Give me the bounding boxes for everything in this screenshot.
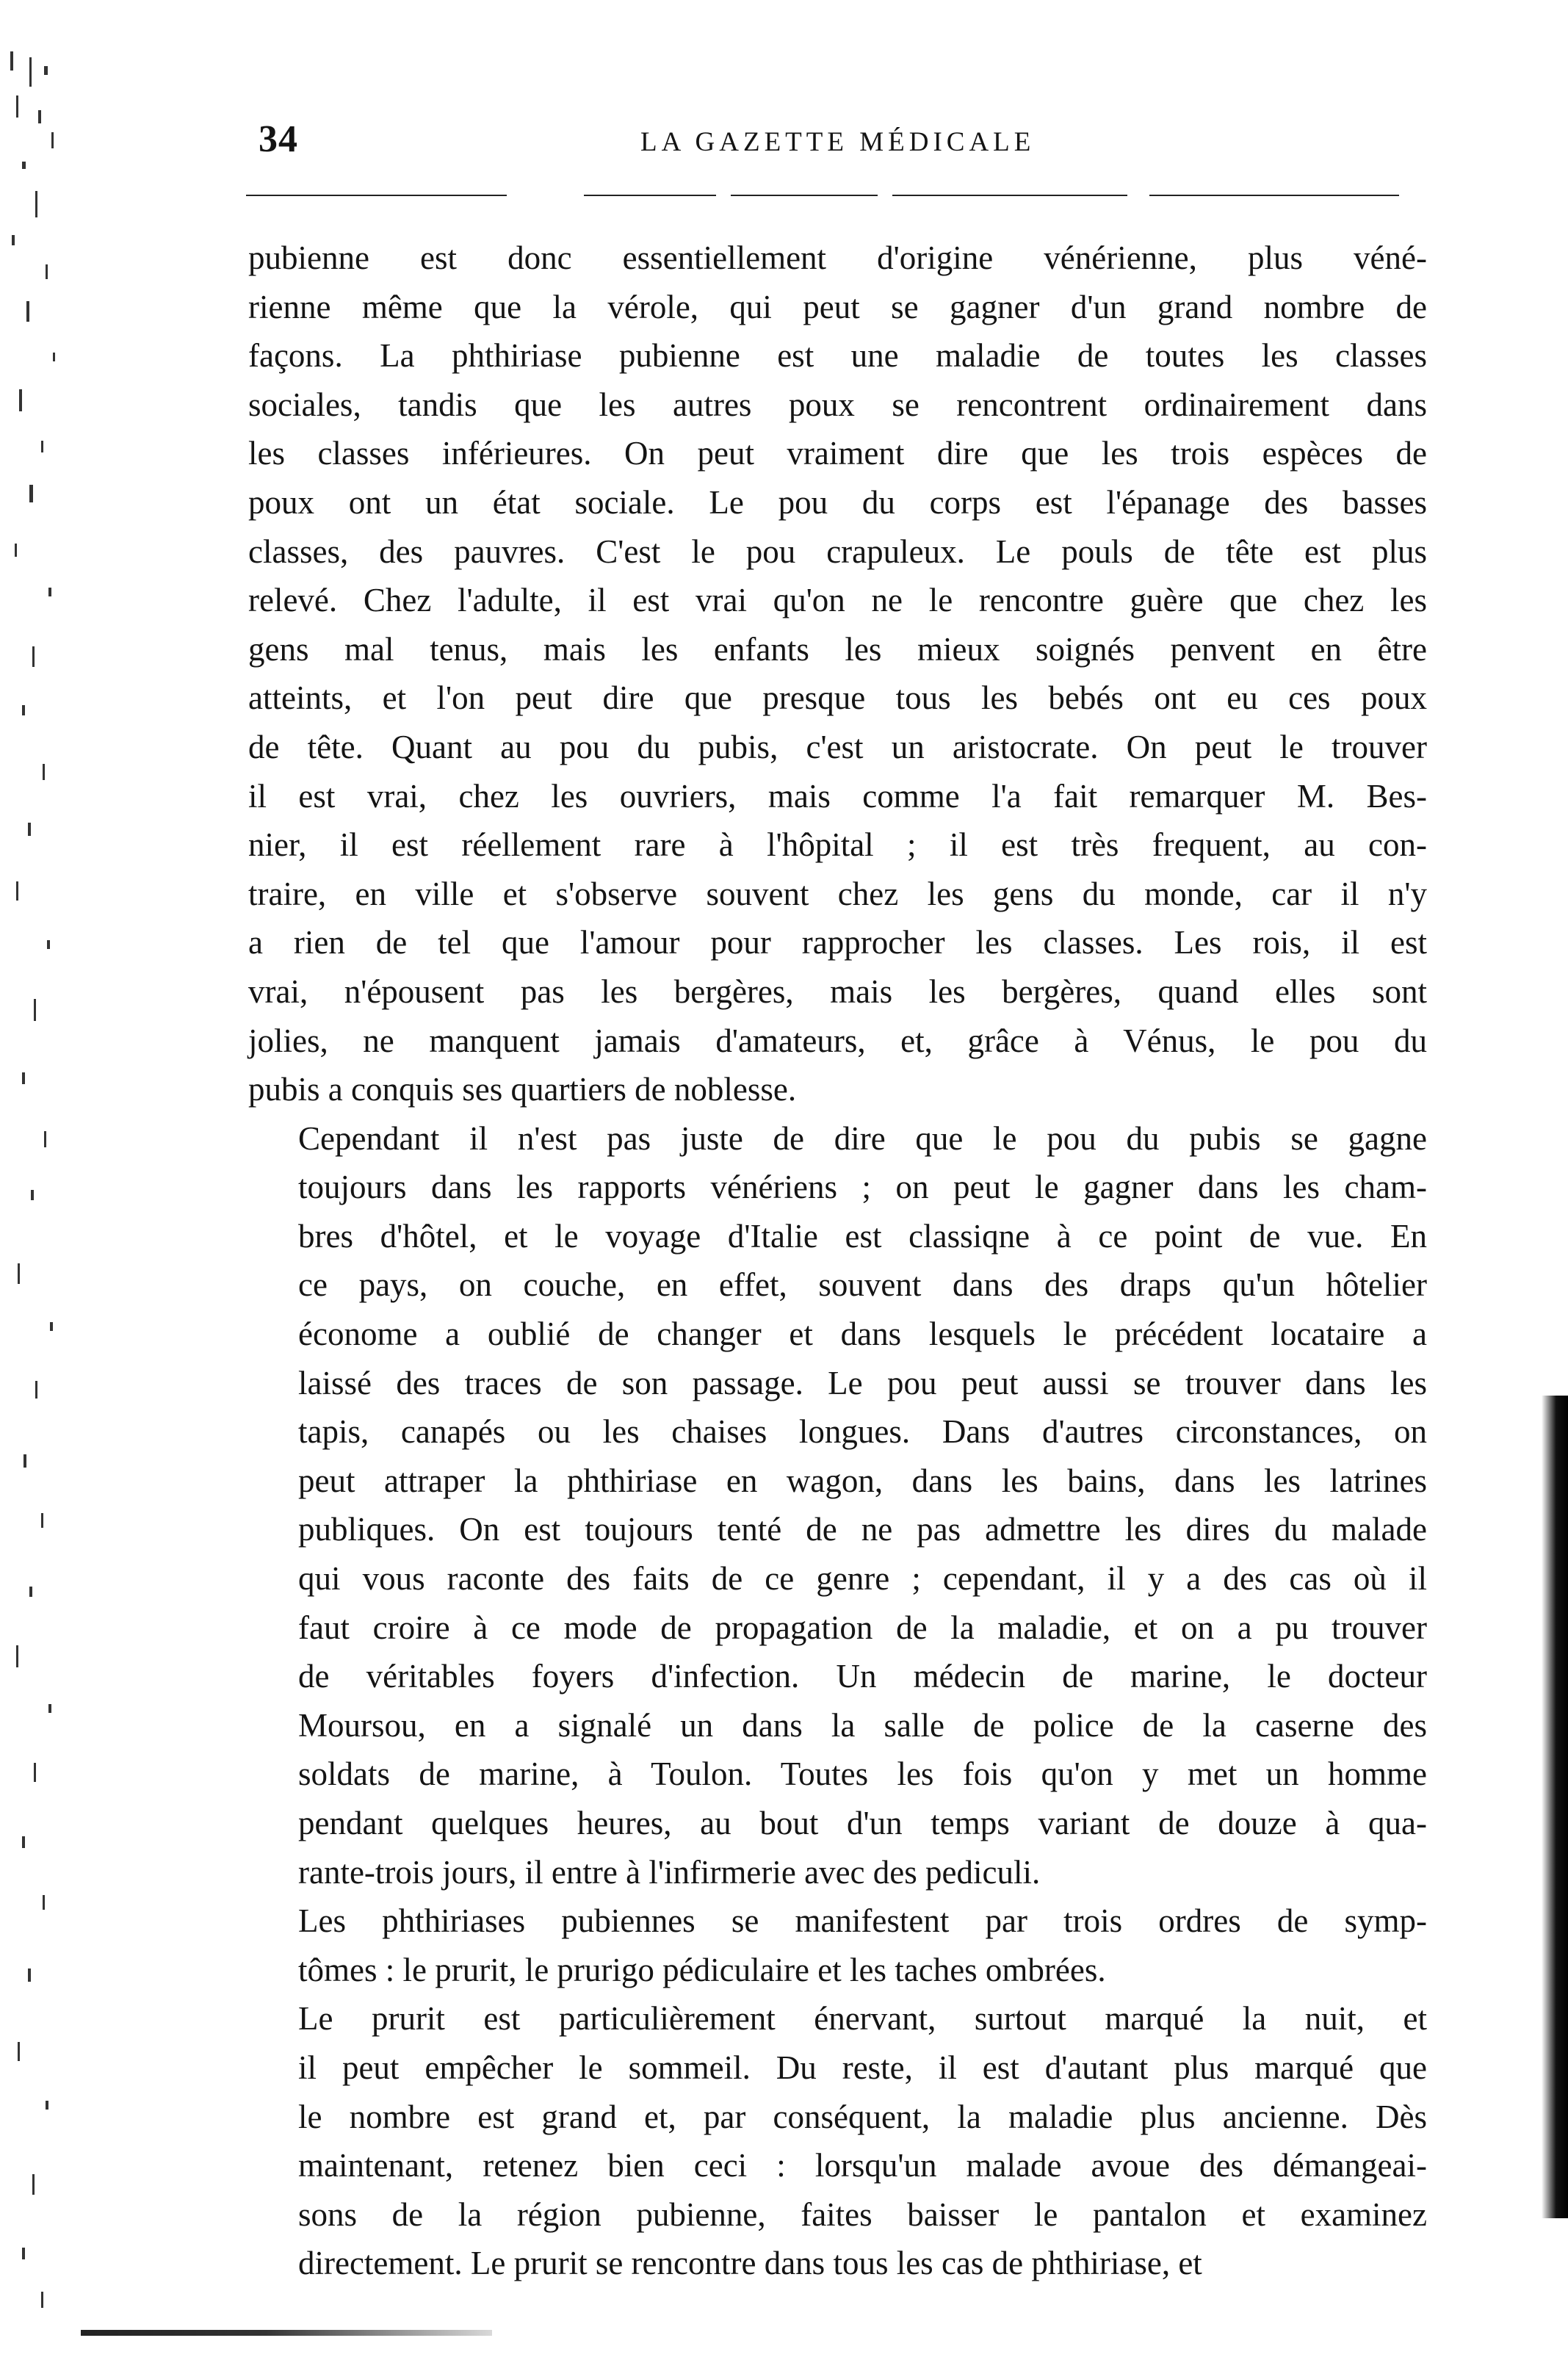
page-number: 34 xyxy=(259,118,298,160)
text-line: vrai, n'épousent pas les bergères, mais les bergères, quand elles sont xyxy=(248,972,1427,1010)
text-line: pendant quelques heures, au bout d'un temps variant de douze à qua- xyxy=(298,1805,1427,1841)
text-line: Moursou, en a signalé un dans la salle de police de la caserne des xyxy=(298,1706,1427,1744)
text-line: publiques. On est toujours tenté de ne pas admettre les dires du malade xyxy=(298,1511,1427,1548)
text-line: maintenant, retenez bien ceci : lorsqu'un malade avoue des démangeai- xyxy=(298,2147,1427,2184)
text-line: laissé des traces de son passage. Le pou peut aussi se trouver dans les xyxy=(298,1364,1427,1401)
running-title: LA GAZETTE MÉDICALE xyxy=(640,127,1036,157)
text-line: il est vrai, chez les ouvriers, mais comme l'a fait remarquer M. Bes- xyxy=(248,777,1427,815)
text-line: toujours dans les rapports vénériens ; on peut le gagner dans les cham- xyxy=(298,1169,1427,1206)
binding-edge-specks xyxy=(0,44,110,2336)
header-rule xyxy=(246,195,1406,196)
text-line: a rien de tel que l'amour pour rapprocher les classes. Les rois, il est xyxy=(248,924,1427,961)
article-body xyxy=(248,234,1427,2288)
page-edge-shadow xyxy=(1542,1396,1568,2218)
text-line: de véritables foyers d'infection. Un médecin de marine, le docteur xyxy=(298,1658,1427,1695)
text-line: rienne même que la vérole, qui peut se gagner d'un grand nombre de xyxy=(248,288,1427,325)
text-line: les classes inférieures. On peut vraiment dire que les trois espèces de xyxy=(248,435,1427,472)
text-line: nier, il est réellement rare à l'hôpital ; il est très frequent, au con- xyxy=(248,826,1427,864)
text-line: le nombre est grand et, par conséquent, la maladie plus ancienne. Dès xyxy=(298,2098,1427,2135)
text-line: il peut empêcher le sommeil. Du reste, il est d'autant plus marqué que xyxy=(298,2049,1427,2086)
text-line: bres d'hôtel, et le voyage d'Italie est classiqne à ce point de vue. En xyxy=(298,1217,1427,1255)
text-line: Cependant il n'est pas juste de dire que le pou du pubis se gagne xyxy=(298,1119,1427,1157)
text-line: ce pays, on couche, en effet, souvent dans des draps qu'un hôtelier xyxy=(298,1266,1427,1304)
page-header xyxy=(259,112,1404,170)
paragraph xyxy=(248,1897,1427,1994)
text-line: tômes : le prurit, le prurigo pédiculaire et les taches ombrées. xyxy=(298,1951,1106,1988)
text-line: sociales, tandis que les autres poux se rencontrent ordinairement dans xyxy=(248,386,1427,423)
text-line: sons de la région pubienne, faites baisser le pantalon et examinez xyxy=(298,2195,1427,2233)
text-line: tapis, canapés ou les chaises longues. Dans d'autres circonstances, on xyxy=(298,1413,1427,1451)
text-line: de tête. Quant au pou du pubis, c'est un aristocrate. On peut le trouver xyxy=(248,728,1427,765)
text-line: relevé. Chez l'adulte, il est vrai qu'on ne le rencontre guère que chez les xyxy=(248,582,1427,619)
text-line: Les phthiriases pubiennes se manifestent par trois ordres de symp- xyxy=(298,1902,1427,1940)
text-line: directement. Le prurit se rencontre dans tous les cas de phthiriase, et xyxy=(298,2245,1202,2282)
text-line: poux ont un état sociale. Le pou du corps est l'épanage des basses xyxy=(248,483,1427,521)
text-line: pubienne est donc essentiellement d'origine vénérienne, plus véné- xyxy=(248,239,1427,276)
text-line: gens mal tenus, mais les enfants les mieux soignés penvent en être xyxy=(248,630,1427,668)
paragraph xyxy=(248,1114,1427,1897)
text-line: jolies, ne manquent jamais d'amateurs, et, grâce à Vénus, le pou du xyxy=(248,1022,1427,1059)
text-line: atteints, et l'on peut dire que presque tous les bebés ont eu ces poux xyxy=(248,679,1427,717)
text-line: économe a oublié de changer et dans lesquels le précédent locataire a xyxy=(298,1316,1427,1353)
text-line: peut attraper la phthiriase en wagon, dans les bains, dans les latrines xyxy=(298,1462,1427,1499)
text-line: qui vous raconte des faits de ce genre ; cependant, il y a des cas où il xyxy=(298,1560,1427,1598)
text-line: soldats de marine, à Toulon. Toutes les fois qu'on y met un homme xyxy=(298,1755,1427,1793)
text-line: façons. La phthiriase pubienne est une maladie de toutes les classes xyxy=(248,337,1427,375)
text-line: Le prurit est particulièrement énervant, surtout marqué la nuit, et xyxy=(298,2000,1427,2038)
paragraph xyxy=(248,234,1427,1114)
text-line: rante-trois jours, il entre à l'infirmerie avec des pediculi. xyxy=(298,1853,1041,1891)
bottom-edge-mark xyxy=(81,2330,492,2336)
paragraph xyxy=(248,1994,1427,2288)
text-line: faut croire à ce mode de propagation de la maladie, et on a pu trouver xyxy=(298,1609,1427,1646)
text-line: pubis a conquis ses quartiers de noblesse. xyxy=(248,1071,797,1108)
text-line: classes, des pauvres. C'est le pou crapuleux. Le pouls de tête est plus xyxy=(248,533,1427,570)
text-line: traire, en ville et s'observe souvent chez les gens du monde, car il n'y xyxy=(248,875,1427,912)
